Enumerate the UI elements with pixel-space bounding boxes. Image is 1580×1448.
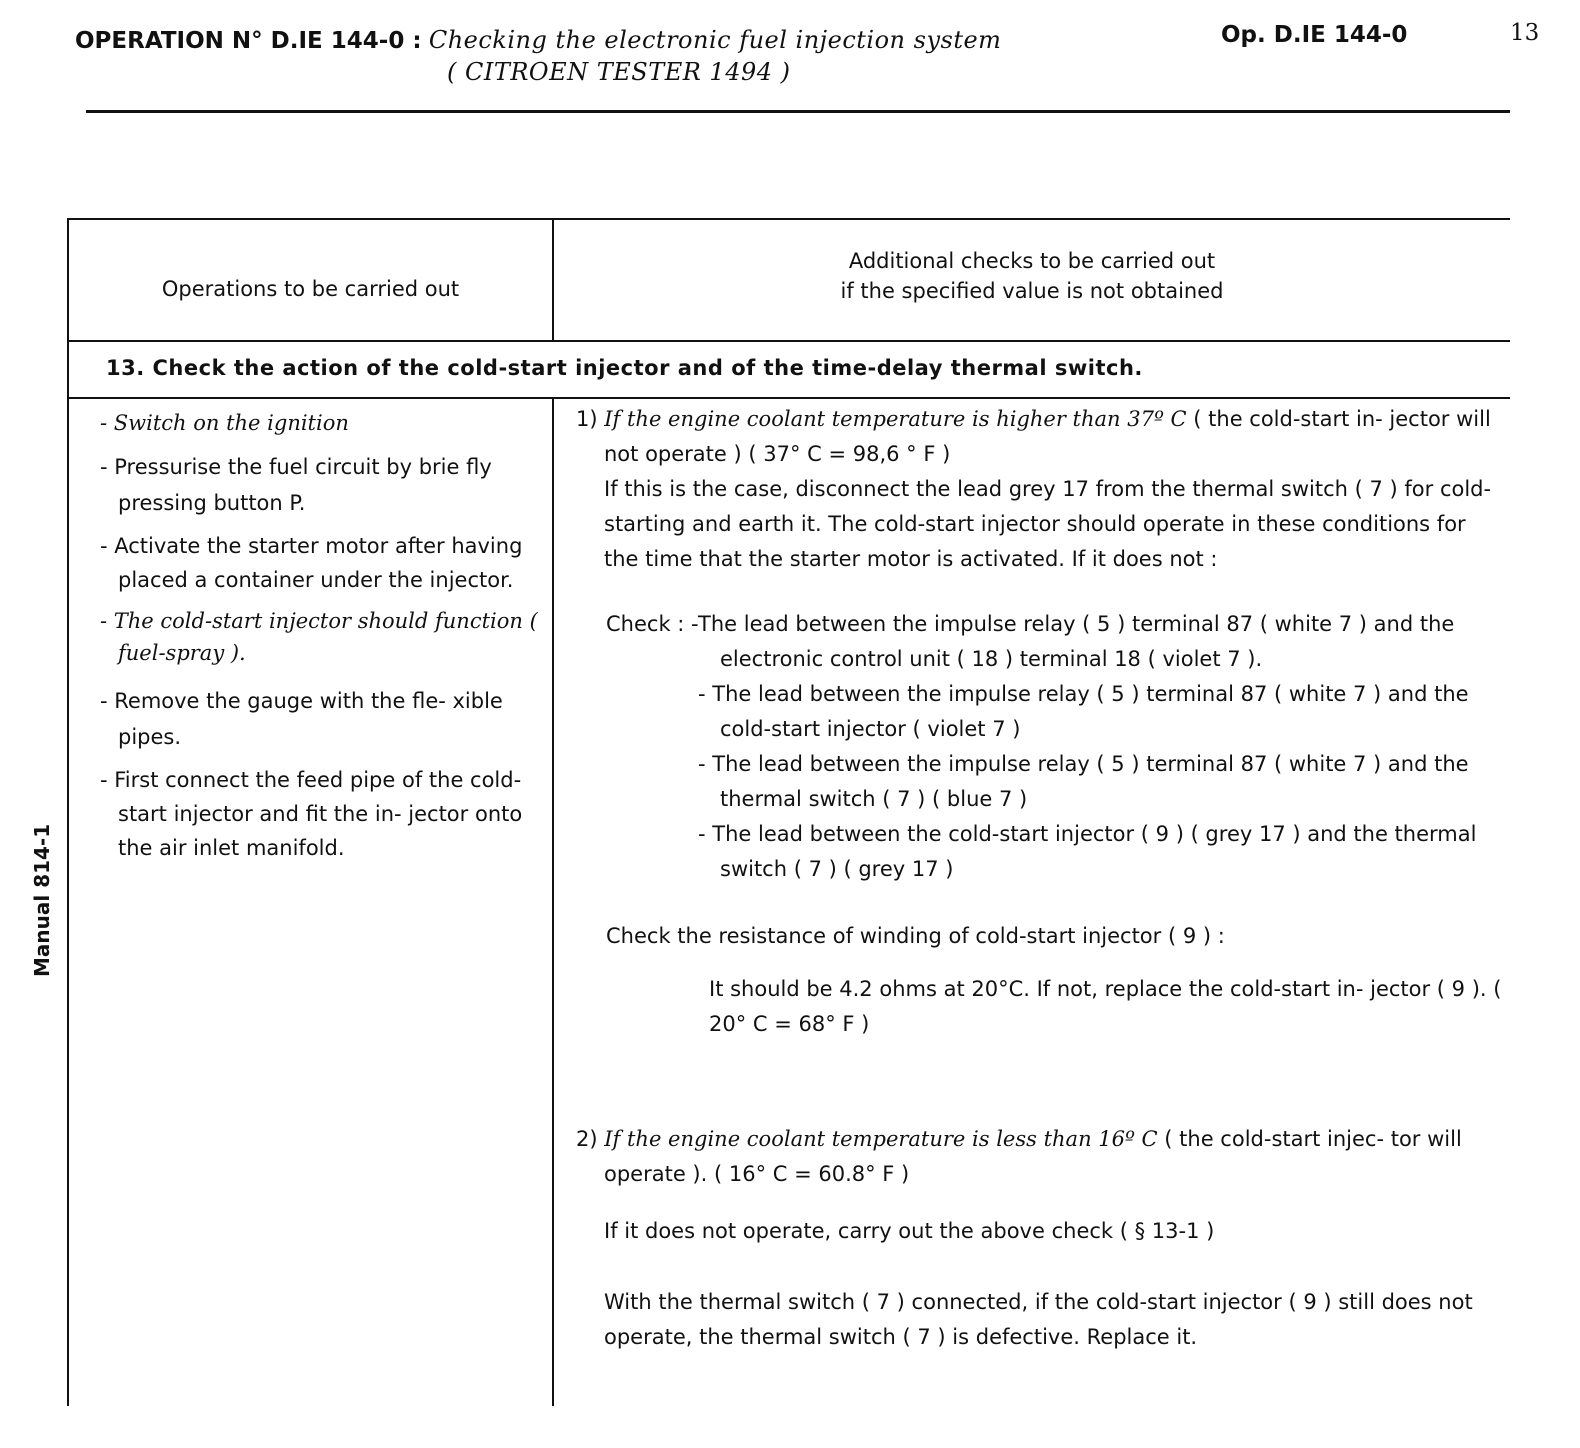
operation-description: Checking the electronic fuel injection system [428,26,1002,54]
operation-label: OPERATION N° D.IE 144-0 : [75,28,422,54]
check-list [698,607,1506,887]
page-number: 13 [1510,20,1540,46]
step-remove-gauge: - Remove the gauge with the fle- xible pipes. [100,689,503,749]
manual-side-label: Manual 814-1 [30,823,54,977]
section-title: 13. Check the action of the cold-start injector and of the time-delay thermal switch. [106,356,1143,380]
operation-title [75,26,1001,54]
right-column-heading-line1: Additional checks to be carried out [848,249,1216,273]
case2-condition: If the engine coolant temperature is less than 16º C [604,1127,1158,1151]
step-injector-function: - The cold-start injector should function ( fuel-spray ). [100,609,538,665]
operation-subtitle: ( CITROEN TESTER 1494 ) [447,58,791,86]
resistance-check-heading: Check the resistance of winding of cold-start injector ( 9 ) : [606,924,1225,948]
check-item: - The lead between the impulse relay ( 5 ) terminal 87 ( white 7 ) and the cold-start injector ( violet 7 ) [698,682,1469,741]
table-top-border [67,218,1510,220]
case2-number: 2) [576,1127,598,1151]
check-item: - The lead between the impulse relay ( 5 ) terminal 87 ( white 7 ) and the thermal switch ( 7 ) ( blue 7 ) [698,752,1469,811]
left-column-heading [69,274,552,304]
case2-heading [576,1122,1506,1192]
additional-checks [576,402,1506,1355]
header-rule [86,110,1510,113]
case1-heading [576,402,1506,472]
case1-instructions: If this is the case, disconnect the lead grey 17 from the thermal switch ( 7 ) for cold-starting and earth it. The cold-start injector should operate in these conditions for the time that the starter motor is activated. If it does not : [604,477,1492,571]
operation-reference: Op. D.IE 144-0 [1221,22,1408,48]
table-column-divider-body [552,397,554,1406]
case2-instruction-2: With the thermal switch ( 7 ) connected, if the cold-start injector ( 9 ) still does not operate, the thermal switch ( 7 ) is defective. Replace it. [604,1290,1473,1349]
check-label: Check : - [606,612,699,636]
resistance-check-value: It should be 4.2 ohms at 20°C. If not, replace the cold-start in- jector ( 9 ). ( 20° C = 68° F ) [709,977,1502,1036]
lead-check-block [576,607,1506,887]
step-switch-ignition: - Switch on the ignition [100,411,349,435]
check-item: The lead between the impulse relay ( 5 ) terminal 87 ( white 7 ) and the electronic control unit ( 18 ) terminal 18 ( violet 7 ). [698,612,1455,671]
case2-remainder: ( the cold-start injec- tor will operate ). ( 16° C = 60.8° F ) [604,1127,1462,1186]
case1-number: 1) [576,407,598,431]
operations-list [100,405,545,873]
left-column-heading-text: Operations to be carried out [161,277,460,301]
step-pressurise: - Pressurise the fuel circuit by brie fly pressing button P. [100,455,492,515]
case1-remainder: ( the cold-start in- jector will not operate ) ( 37° C = 98,6 ° F ) [604,407,1491,466]
check-item: - The lead between the cold-start injector ( 9 ) ( grey 17 ) and the thermal switch ( 7 ) ( grey 17 ) [698,822,1477,881]
right-column-heading [554,246,1510,306]
table-head-bottom-border [67,340,1510,342]
case1-condition: If the engine coolant temperature is higher than 37º C [604,407,1187,431]
step-activate-starter: - Activate the starter motor after having placed a container under the injector. [100,534,523,592]
step-connect-feed-pipe: - First connect the feed pipe of the cold-start injector and fit the in- jector onto the air inlet manifold. [100,768,523,860]
right-column-heading-line2: if the specified value is not obtained [840,279,1224,303]
section-bottom-border [67,397,1510,399]
case2-instruction-1: If it does not operate, carry out the above check ( § 13-1 ) [604,1219,1215,1243]
